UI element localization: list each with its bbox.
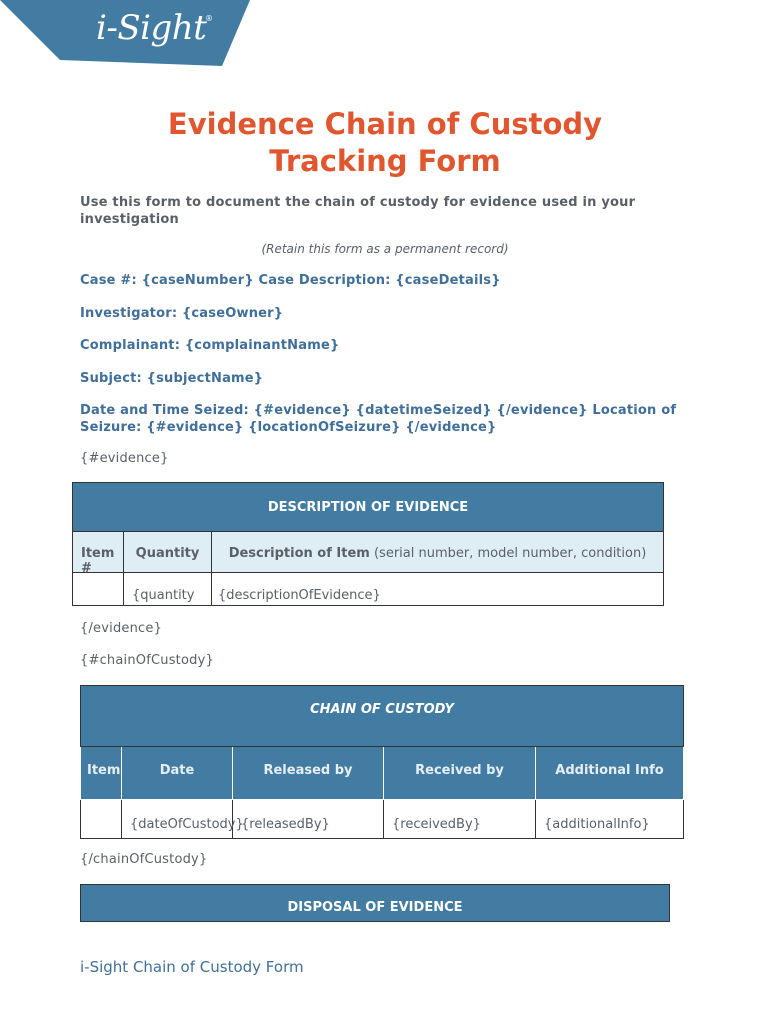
col-received-label: Received by xyxy=(415,763,504,778)
title-line-1: Evidence Chain of Custody xyxy=(167,107,603,141)
col-quantity-label: Quantity xyxy=(135,546,200,561)
subject-field: Subject: {subjectName} xyxy=(80,371,264,386)
custody-heading-text: CHAIN OF CUSTODY xyxy=(310,702,454,717)
col-description-bold: Description of Item xyxy=(228,546,370,561)
custody-table-heading xyxy=(81,686,684,747)
investigator-field: Investigator: {caseOwner} xyxy=(80,306,284,321)
cell-description-text: {descriptionOfEvidence} xyxy=(218,588,381,603)
cell-quantity xyxy=(124,573,212,606)
case-field: Case #: {caseNumber} Case Description: {caseDetails} xyxy=(80,273,501,288)
col-item-label: Item # xyxy=(81,546,115,576)
col-item-header xyxy=(73,532,124,576)
col-received-header xyxy=(384,747,536,800)
cell-received-text: {receivedBy} xyxy=(392,817,481,832)
col-description-label xyxy=(212,532,663,572)
cell-item-text xyxy=(73,573,123,603)
logo-banner xyxy=(0,0,250,66)
col-description-header xyxy=(212,532,664,573)
logo-text: i-Sight xyxy=(96,8,207,48)
complainant-field: Complainant: {complainantName} xyxy=(80,338,340,353)
evidence-table-heading: DESCRIPTION OF EVIDENCE xyxy=(73,483,664,532)
cell-additional xyxy=(536,800,684,839)
chain-close-tag: {/chainOfCustody} xyxy=(80,852,208,867)
cell-date-text: {dateOfCustody} xyxy=(130,817,244,832)
logo-registered-mark: ® xyxy=(205,14,213,23)
cell-item xyxy=(73,573,124,606)
col-item-header xyxy=(81,747,122,800)
table-row xyxy=(81,800,684,839)
cell-date xyxy=(122,800,244,839)
custody-table xyxy=(80,685,684,839)
seized-field: Date and Time Seized: {#evidence} {datetimeSeized} {/evidence} Location of Seizure: {#evidence} {locationOfSeizure} {/evidence} xyxy=(80,403,677,435)
cell-item-text xyxy=(81,800,121,836)
evidence-table xyxy=(72,482,664,606)
col-item-label: Item xyxy=(87,763,121,778)
cell-received xyxy=(384,800,536,839)
cell-quantity-text: {quantity xyxy=(132,588,195,603)
cell-item xyxy=(81,800,122,839)
col-released-label: Released by xyxy=(263,763,353,778)
col-released-header xyxy=(233,747,384,800)
cell-description xyxy=(212,573,664,606)
intro-text: Use this form to document the chain of custody for evidence used in your investigation xyxy=(80,195,636,227)
cell-released xyxy=(233,800,384,839)
disposal-heading: DISPOSAL OF EVIDENCE xyxy=(80,884,670,922)
col-additional-header xyxy=(536,747,684,800)
footer-text: i-Sight Chain of Custody Form xyxy=(80,958,304,976)
col-description-rest: (serial number, model number, condition) xyxy=(369,546,647,561)
col-date-label: Date xyxy=(159,763,195,778)
col-quantity-header xyxy=(124,532,212,573)
col-date-header xyxy=(122,747,233,800)
evidence-open-tag: {#evidence} xyxy=(80,451,169,466)
cell-released-text: {releasedBy} xyxy=(241,817,330,832)
col-additional-label: Additional Info xyxy=(555,763,664,778)
page-title xyxy=(0,106,770,180)
title-line-2: Tracking Form xyxy=(269,144,501,178)
cell-additional-text: {additionalInfo} xyxy=(544,817,650,832)
table-row xyxy=(73,573,664,606)
chain-open-tag: {#chainOfCustody} xyxy=(80,653,214,668)
evidence-close-tag: {/evidence} xyxy=(80,621,163,636)
retain-note: (Retain this form as a permanent record) xyxy=(261,242,509,256)
